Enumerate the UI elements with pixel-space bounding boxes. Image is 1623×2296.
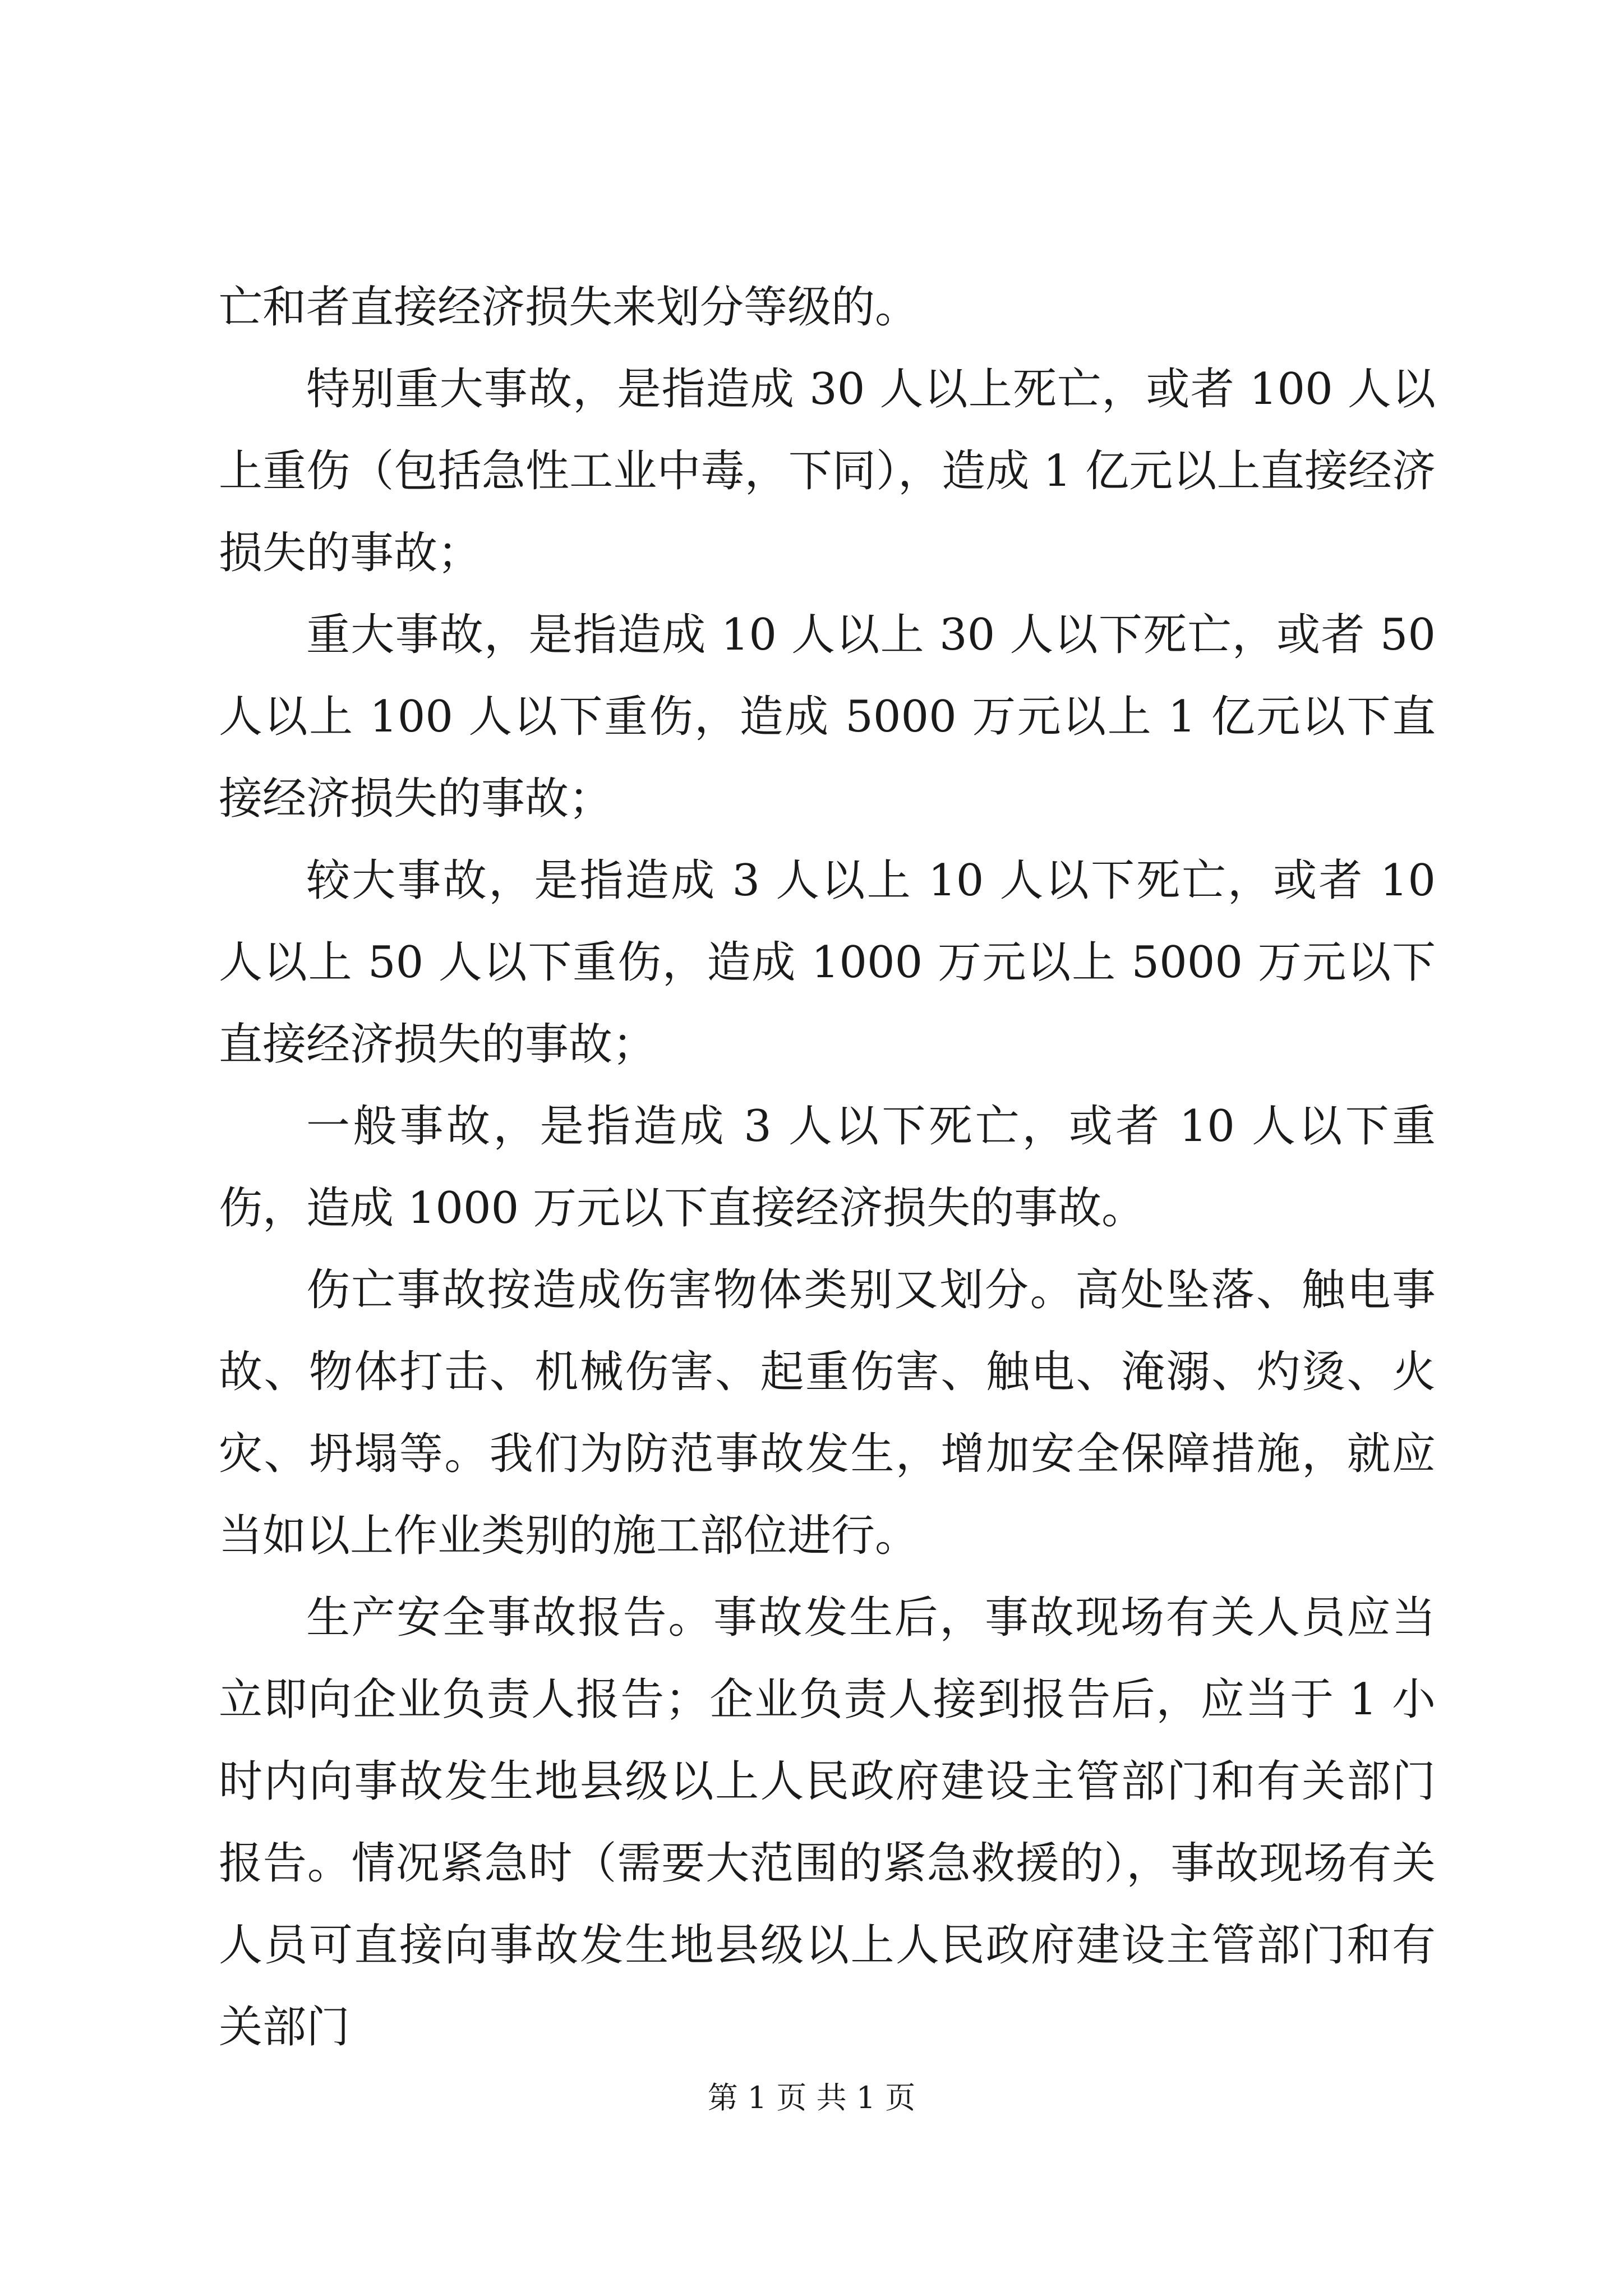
page-footer [0,2078,1623,2118]
paragraph-continuation: 亡和者直接经济损失来划分等级的。 [219,282,919,333]
document-body [219,266,1436,2068]
page-number-label: 第 1 页 共 1 页 [707,2080,916,2115]
paragraph-relatively-large-accident: 较大事故，是指造成 3 人以上 10 人以下死亡，或者 10 人以上 50 人以下重伤，造成 1000 万元以上 5000 万元以下直接经济损失的事故； [219,855,1436,1070]
paragraph-serious-accident: 重大事故，是指造成 10 人以上 30 人以下死亡，或者 50 人以上 100 人以下重伤，造成 5000 万元以上 1 亿元以下直接经济损失的事故； [219,610,1436,824]
paragraph-accident-categories: 伤亡事故按造成伤害物体类别又划分。高处坠落、触电事故、物体打击、机械伤害、起重伤害、触电、淹溺、灼烫、火灾、坍塌等。我们为防范事故发生，增加安全保障措施，就应当如以上作业类别的施工部位进行。 [219,1265,1436,1561]
paragraph-especially-serious-accident: 特别重大事故，是指造成 30 人以上死亡，或者 100 人以上重伤（包括急性工业中毒，下同），造成 1 亿元以上直接经济损失的事故； [219,364,1436,578]
paragraph-accident-reporting: 生产安全事故报告。事故发生后，事故现场有关人员应当立即向企业负责人报告；企业负责人接到报告后，应当于 1 小时内向事故发生地县级以上人民政府建设主管部门和有关部门报告。情况紧急时（需要大范围的紧急救援的），事故现场有关人员可直接向事故发生地县级以上人民政府建设主管部门和有关部门 [219,1593,1436,2053]
paragraph-general-accident: 一般事故，是指造成 3 人以下死亡，或者 10 人以下重伤，造成 1000 万元以下直接经济损失的事故。 [219,1101,1436,1234]
